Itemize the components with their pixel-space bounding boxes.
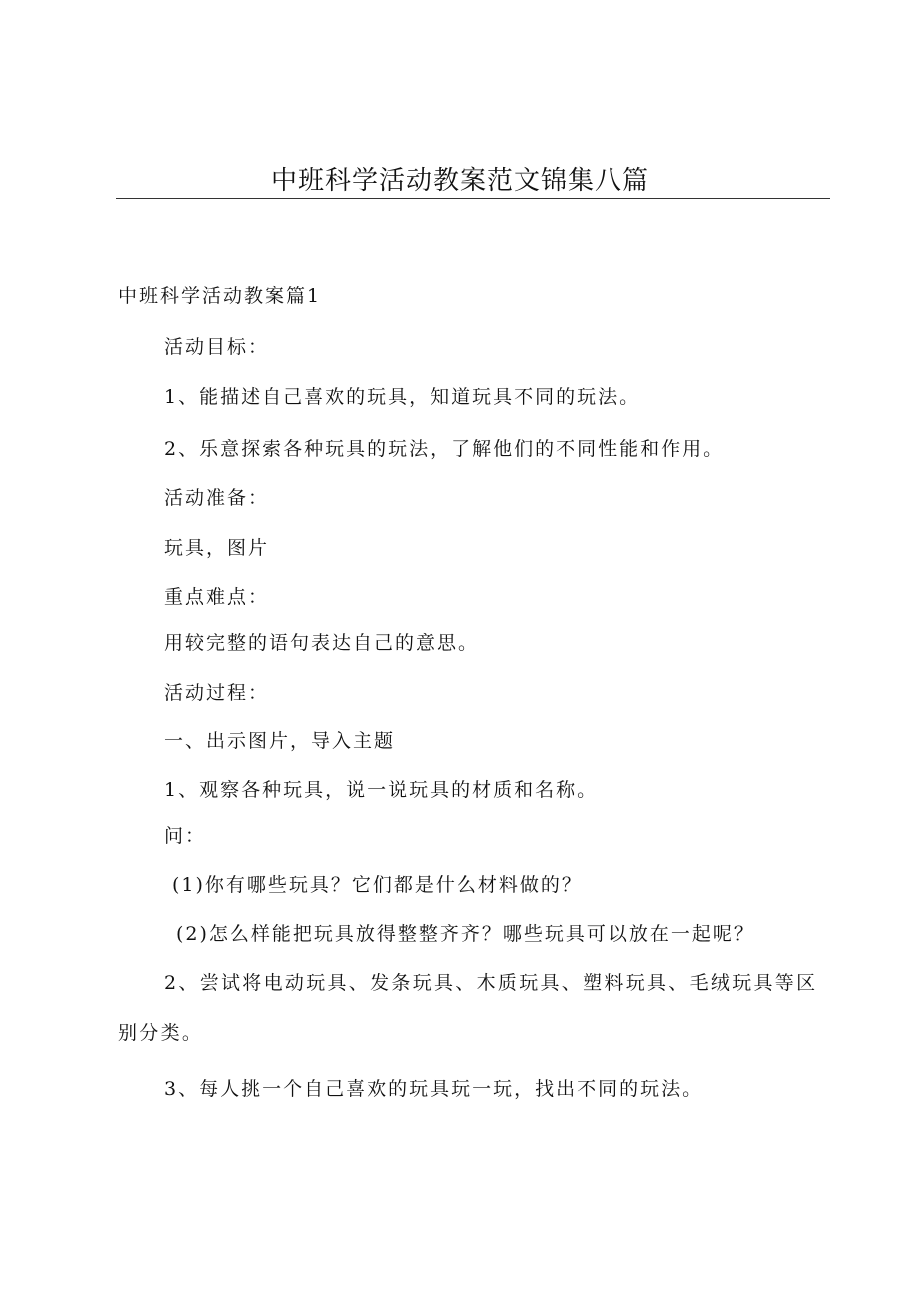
paragraph: 3、每人挑一个自己喜欢的玩具玩一玩，找出不同的玩法。 — [164, 1078, 704, 1100]
section-heading: 中班科学活动教案篇1 — [118, 285, 322, 307]
paragraph: 活动准备： — [164, 487, 270, 509]
paragraph: 玩具，图片 — [164, 537, 270, 559]
paragraph: (2)怎么样能把玩具放得整整齐齐？哪些玩具可以放在一起呢？ — [176, 923, 755, 945]
paragraph: 问： — [164, 825, 207, 847]
paragraph: 重点难点： — [164, 586, 270, 608]
paragraph: 活动目标： — [164, 336, 270, 358]
paragraph: 1、能描述自己喜欢的玩具，知道玩具不同的玩法。 — [164, 386, 641, 408]
paragraph: (1)你有哪些玩具？它们都是什么材料做的？ — [172, 874, 583, 896]
paragraph: 活动过程： — [164, 682, 270, 704]
paragraph: 2、乐意探索各种玩具的玩法，了解他们的不同性能和作用。 — [164, 438, 725, 460]
paragraph: 2、尝试将电动玩具、发条玩具、木质玩具、塑料玩具、毛绒玩具等区别分类。 — [118, 972, 818, 1044]
title-divider — [116, 198, 830, 199]
paragraph: 一、出示图片，导入主题 — [164, 730, 396, 752]
paragraph: 用较完整的语句表达自己的意思。 — [164, 632, 480, 654]
paragraph: 1、观察各种玩具，说一说玩具的材质和名称。 — [164, 779, 599, 801]
page-title: 中班科学活动教案范文锦集八篇 — [270, 166, 649, 196]
